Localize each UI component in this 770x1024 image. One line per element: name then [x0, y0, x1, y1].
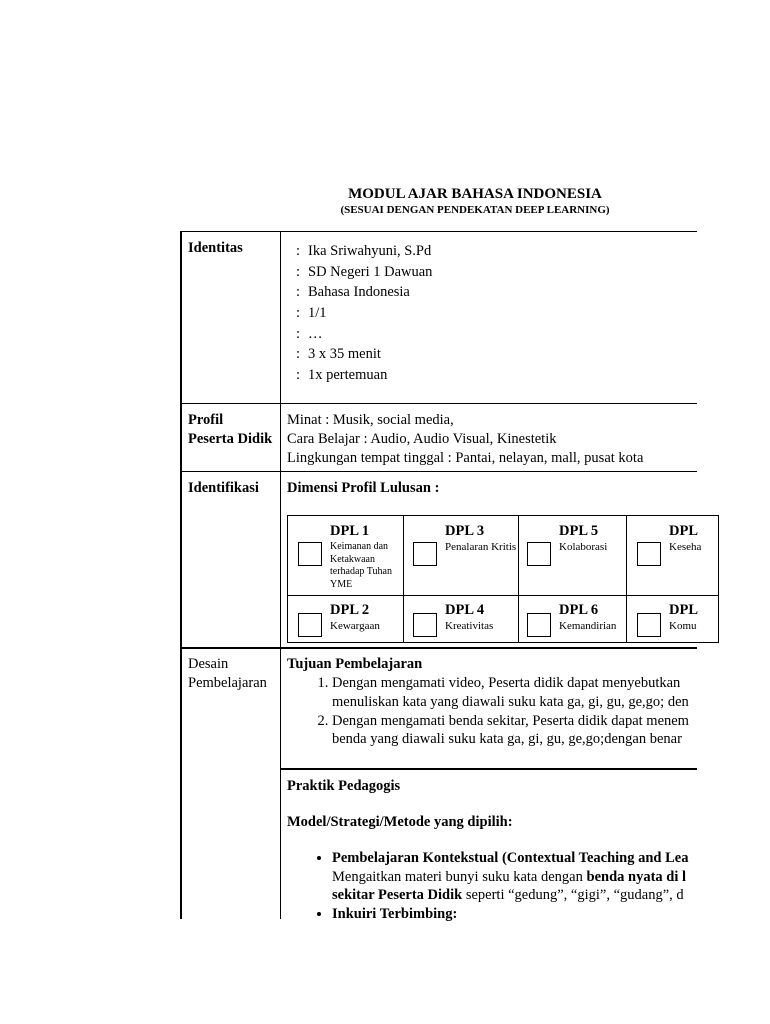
identitas-item: : 1x pertemuan [296, 367, 388, 384]
strategy-list [287, 849, 697, 924]
dpl-checkbox[interactable] [527, 542, 551, 566]
dpl-checkbox[interactable] [298, 613, 322, 637]
grid-divider [518, 516, 519, 642]
dpl-checkbox[interactable] [413, 613, 437, 637]
dpl-code: DPL 1 [330, 523, 370, 539]
identitas-label: Identitas [188, 240, 243, 256]
dpl-code: DPL 3 [445, 523, 485, 539]
praktik-section [287, 777, 697, 924]
dimensi-heading: Dimensi Profil Lulusan : [287, 480, 440, 496]
tujuan-list [287, 674, 697, 749]
tujuan-heading: Tujuan Pembelajaran [287, 656, 423, 672]
dpl-item [637, 522, 717, 592]
list-item: • Pembelajaran Kontekstual (Contextual Teaching and Lea Mengaitkan materi bunyi suku kata dengan benda nyata di l sekitar Peserta Didik seperti “gedung”, “gigi”, “gudang”, d [332, 849, 697, 906]
dpl-code: DPL 5 [559, 523, 599, 539]
dpl-item [298, 522, 402, 592]
dpl-code: DPL [669, 602, 698, 618]
dpl-code: DPL [669, 523, 698, 539]
grid-divider [403, 516, 404, 642]
identitas-item: : SD Negeri 1 Dawuan [296, 263, 433, 280]
row-divider [180, 471, 697, 472]
list-item: 1. Dengan mengamati video, Peserta didik dapat menyebutkan menuliskan kata yang diawali suku kata ga, gi, gu, ge,go; den [332, 674, 697, 712]
list-item: 2. Dengan mengamati benda sekitar, Peserta didik dapat menem benda yang diawali suku kata ga, gi, gu, ge,go;dengan benar [332, 712, 697, 750]
table-column-divider [280, 231, 281, 919]
dpl-desc: Kreativitas [445, 620, 494, 632]
dpl-checkbox[interactable] [527, 613, 551, 637]
profil-line: Minat : Musik, social media, [287, 412, 454, 428]
identitas-item: : Ika Sriwahyuni, S.Pd [296, 243, 432, 259]
list-item: • Inkuiri Terbimbing: [332, 905, 697, 924]
dpl-checkbox[interactable] [413, 542, 437, 566]
identitas-item: : 3 x 35 menit [296, 346, 381, 363]
dpl-item [527, 522, 625, 592]
desain-label: Desain Pembelajaran [188, 656, 267, 691]
dpl-checkbox[interactable] [298, 542, 322, 566]
dpl-checkbox[interactable] [637, 542, 661, 566]
table-left-border [180, 231, 182, 919]
profil-line: Lingkungan tempat tinggal : Pantai, nelayan, mall, pusat kota [287, 449, 644, 466]
grid-divider [288, 595, 718, 596]
tujuan-section [287, 655, 697, 749]
dpl-desc: Kewargaan [330, 620, 380, 632]
dpl-code: DPL 6 [559, 602, 599, 618]
identitas-item: : Bahasa Indonesia [296, 284, 410, 301]
profil-line: Cara Belajar : Audio, Audio Visual, Kinestetik [287, 430, 557, 447]
identitas-item: : 1/1 [296, 305, 327, 322]
identitas-item: : … [296, 325, 323, 342]
dpl-desc: Komu [669, 620, 697, 632]
row-divider [180, 403, 697, 404]
dpl-item [413, 522, 517, 592]
document-subtitle: (SESUAI DENGAN PENDEKATAN DEEP LEARNING) [340, 204, 610, 216]
dpl-grid [287, 515, 719, 643]
dpl-desc: Kolaborasi [559, 541, 608, 553]
dpl-desc: Penalaran Kritis [445, 541, 517, 553]
row-divider [280, 768, 697, 770]
identitas-values [287, 242, 697, 387]
dpl-checkbox[interactable] [637, 613, 661, 637]
profil-values [287, 411, 697, 468]
dpl-code: DPL 4 [445, 602, 485, 618]
dpl-desc: Keimanan dan Ketakwaan terhadap Tuhan YME [330, 541, 392, 590]
profil-label: Profil Peserta Didik [188, 412, 273, 447]
identifikasi-label: Identifikasi [188, 480, 259, 496]
model-heading: Model/Strategi/Metode yang dipilih: [287, 813, 513, 830]
document-title: MODUL AJAR BAHASA INDONESIA [348, 186, 602, 202]
dpl-desc: Kemandirian [559, 620, 617, 632]
table-top-border [180, 231, 697, 232]
dpl-desc: Keseha [669, 541, 702, 553]
praktik-heading: Praktik Pedagogis [287, 778, 401, 794]
dpl-code: DPL 2 [330, 602, 370, 618]
module-table [180, 231, 702, 923]
